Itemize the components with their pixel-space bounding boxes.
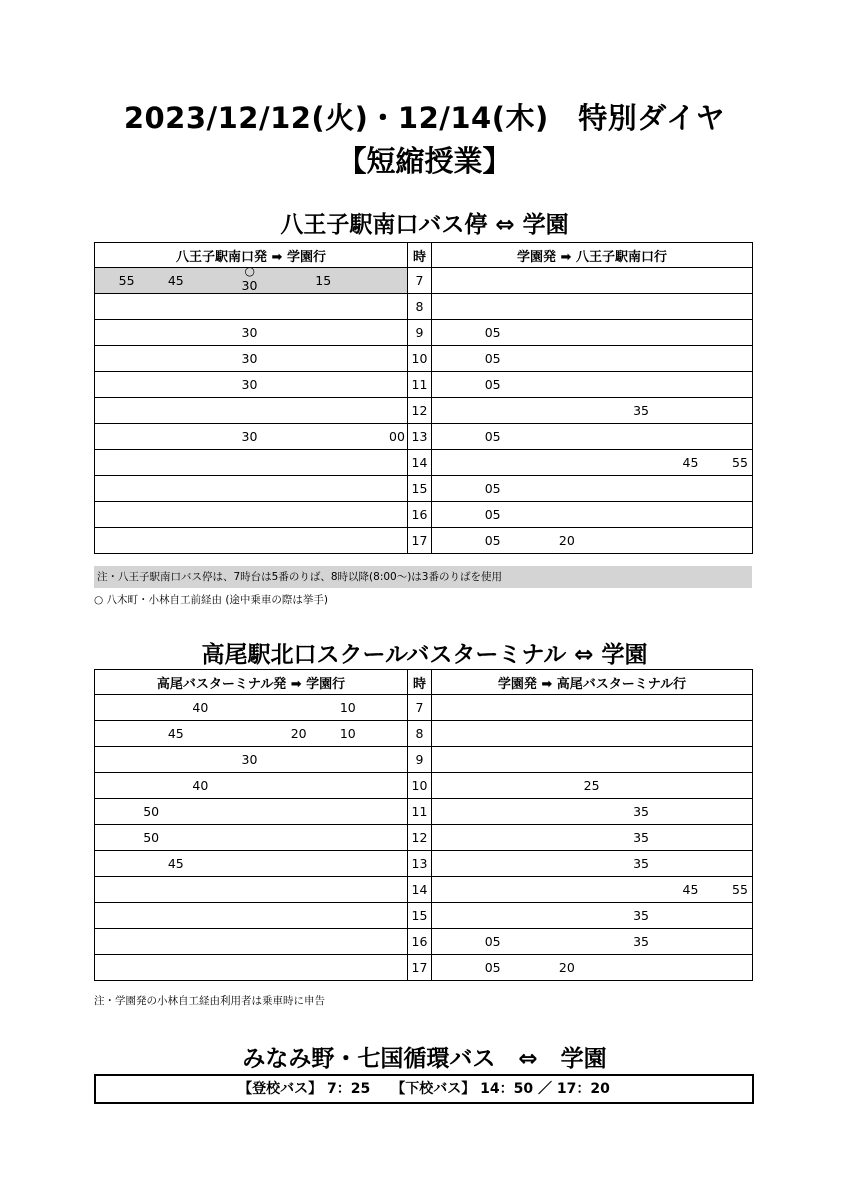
departures-to-school — [95, 424, 408, 450]
departure-minute: 00 — [389, 429, 405, 444]
departures-from-school — [432, 268, 753, 294]
hour-cell: 14 — [408, 450, 432, 476]
table-row — [95, 320, 753, 346]
hour-cell: 16 — [408, 929, 432, 955]
departure-minute: 05 — [484, 429, 501, 444]
departures-from-school — [432, 825, 753, 851]
departures-to-school — [95, 903, 408, 929]
departures-from-school — [432, 877, 753, 903]
departure-minute: 10 — [339, 726, 356, 741]
hour-cell: 11 — [408, 372, 432, 398]
departures-from-school — [432, 955, 753, 981]
departures-to-school — [95, 528, 408, 554]
departure-minute: 45 — [167, 273, 184, 288]
departures-to-school — [95, 799, 408, 825]
departure-minute: 35 — [633, 804, 649, 819]
hour-cell: 12 — [408, 398, 432, 424]
hour-cell: 10 — [408, 773, 432, 799]
table-row — [95, 502, 753, 528]
col-header-to-school: 高尾バスターミナル発 ➡ 学園行 — [95, 670, 408, 695]
hour-cell: 7 — [408, 268, 432, 294]
departures-from-school — [432, 294, 753, 320]
col-header-to-school: 八王子駅南口発 ➡ 学園行 — [95, 243, 408, 268]
hour-cell: 11 — [408, 799, 432, 825]
departure-minute: 30 — [241, 325, 258, 340]
col-header-from-school: 学園発 ➡ 高尾バスターミナル行 — [432, 670, 753, 695]
loop-bus-schedule: 【登校バス】 7：25 【下校バス】 14：50 ／ 17：20 — [94, 1074, 754, 1104]
departures-from-school — [432, 476, 753, 502]
departure-minute: 50 — [143, 830, 160, 845]
col-header-hour: 時 — [408, 670, 432, 695]
departures-to-school — [95, 476, 408, 502]
departure-minute: 20 — [558, 960, 575, 975]
table-row — [95, 721, 753, 747]
departures-from-school — [432, 424, 753, 450]
departures-from-school — [432, 903, 753, 929]
departure-minute: 30 — [241, 429, 258, 444]
note-takao: 注・学園発の小林自工経由利用者は乗車時に申告 — [94, 995, 325, 1007]
departure-minute: 20 — [290, 726, 307, 741]
departure-minute: 10 — [339, 700, 356, 715]
departure-minute: 55 — [118, 273, 135, 288]
departure-minute: 35 — [633, 908, 649, 923]
departures-to-school — [95, 372, 408, 398]
departure-minute: 45 — [167, 726, 184, 741]
col-header-hour: 時 — [408, 243, 432, 268]
hour-cell: 8 — [408, 721, 432, 747]
departure-minute: 55 — [732, 882, 748, 897]
section1-heading: 八王子駅南口バス停 ⇔ 学園 — [280, 212, 569, 238]
page-title: 2023/12/12(火)・12/14(木) 特別ダイヤ — [123, 101, 726, 135]
table-row — [95, 799, 753, 825]
departures-from-school — [432, 695, 753, 721]
hour-cell: 9 — [408, 320, 432, 346]
table-row — [95, 747, 753, 773]
departures-from-school — [432, 346, 753, 372]
departure-minute: 50 — [143, 804, 160, 819]
departures-from-school — [432, 398, 753, 424]
departures-from-school — [432, 773, 753, 799]
hour-cell: 13 — [408, 851, 432, 877]
table-row — [95, 398, 753, 424]
hour-cell: 15 — [408, 903, 432, 929]
departure-minute: 05 — [484, 934, 501, 949]
hour-cell: 8 — [408, 294, 432, 320]
via-marker: ○ — [244, 264, 256, 278]
departure-minute: 05 — [484, 351, 501, 366]
departures-to-school — [95, 450, 408, 476]
departure-minute: 35 — [633, 856, 649, 871]
departure-minute: 20 — [558, 533, 575, 548]
hour-cell: 17 — [408, 528, 432, 554]
departure-minute: 05 — [484, 481, 501, 496]
table-row — [95, 695, 753, 721]
section3-heading: みなみ野・七国循環バス ⇔ 学園 — [242, 1046, 607, 1072]
table-row — [95, 268, 753, 294]
table-row — [95, 372, 753, 398]
departures-from-school — [432, 721, 753, 747]
departures-from-school — [432, 929, 753, 955]
table-row — [95, 903, 753, 929]
departures-to-school — [95, 721, 408, 747]
departures-to-school — [95, 294, 408, 320]
departures-to-school — [95, 695, 408, 721]
note-hachioji-platform: 注・八王子駅南口バス停は、7時台は5番のりば、8時以降(8:00～)は3番のりばを使用 — [94, 566, 752, 588]
hour-cell: 17 — [408, 955, 432, 981]
departure-minute: 30 — [241, 752, 258, 767]
timetable-takao — [94, 669, 753, 981]
departures-from-school — [432, 502, 753, 528]
departure-minute: 35 — [633, 830, 649, 845]
departure-minute: 35 — [633, 934, 649, 949]
departures-from-school — [432, 450, 753, 476]
departures-to-school — [95, 320, 408, 346]
table-row — [95, 450, 753, 476]
departure-minute: 05 — [484, 325, 501, 340]
departures-to-school — [95, 773, 408, 799]
departure-minute: 40 — [192, 778, 209, 793]
departure-minute: 45 — [682, 455, 699, 470]
departure-minute: 05 — [484, 377, 501, 392]
departures-to-school — [95, 825, 408, 851]
table-row — [95, 346, 753, 372]
departures-to-school — [95, 877, 408, 903]
table-row — [95, 294, 753, 320]
departure-minute: 40 — [192, 700, 209, 715]
timetable-hachioji — [94, 242, 753, 554]
departures-to-school — [95, 929, 408, 955]
departures-to-school — [95, 955, 408, 981]
table-row — [95, 476, 753, 502]
table-row — [95, 424, 753, 450]
departure-minute: 35 — [633, 403, 649, 418]
table-row — [95, 929, 753, 955]
departures-to-school — [95, 502, 408, 528]
hour-cell: 10 — [408, 346, 432, 372]
departures-to-school — [95, 851, 408, 877]
departures-from-school — [432, 372, 753, 398]
hour-cell: 16 — [408, 502, 432, 528]
departure-minute: 45 — [167, 856, 184, 871]
departure-minute: 25 — [583, 778, 600, 793]
section2-heading: 高尾駅北口スクールバスターミナル ⇔ 学園 — [201, 642, 648, 668]
note-via-route: ○ 八木町・小林自工前経由 (途中乗車の際は挙手) — [94, 594, 329, 606]
departure-minute: 05 — [484, 507, 501, 522]
departure-minute: 30 — [241, 278, 258, 293]
table-row — [95, 528, 753, 554]
table-row — [95, 773, 753, 799]
hour-cell: 15 — [408, 476, 432, 502]
departures-to-school — [95, 346, 408, 372]
departure-minute: 15 — [315, 273, 332, 288]
col-header-from-school: 学園発 ➡ 八王子駅南口行 — [432, 243, 753, 268]
departure-minute: 55 — [732, 455, 748, 470]
departures-from-school — [432, 528, 753, 554]
departure-minute: 30 — [241, 377, 258, 392]
table-row — [95, 877, 753, 903]
hour-cell: 12 — [408, 825, 432, 851]
table-row — [95, 955, 753, 981]
departures-from-school — [432, 320, 753, 346]
departures-from-school — [432, 799, 753, 825]
departure-minute: 30 — [241, 351, 258, 366]
departure-minute: 05 — [484, 533, 501, 548]
hour-cell: 9 — [408, 747, 432, 773]
departures-to-school — [95, 398, 408, 424]
departures-to-school — [95, 264, 408, 294]
table-row — [95, 825, 753, 851]
hour-cell: 7 — [408, 695, 432, 721]
departures-from-school — [432, 851, 753, 877]
departures-from-school — [432, 747, 753, 773]
page-subtitle: 【短縮授業】 — [337, 144, 512, 178]
departure-minute: 45 — [682, 882, 699, 897]
table-row — [95, 851, 753, 877]
departures-to-school — [95, 747, 408, 773]
hour-cell: 13 — [408, 424, 432, 450]
departure-minute: 05 — [484, 960, 501, 975]
hour-cell: 14 — [408, 877, 432, 903]
